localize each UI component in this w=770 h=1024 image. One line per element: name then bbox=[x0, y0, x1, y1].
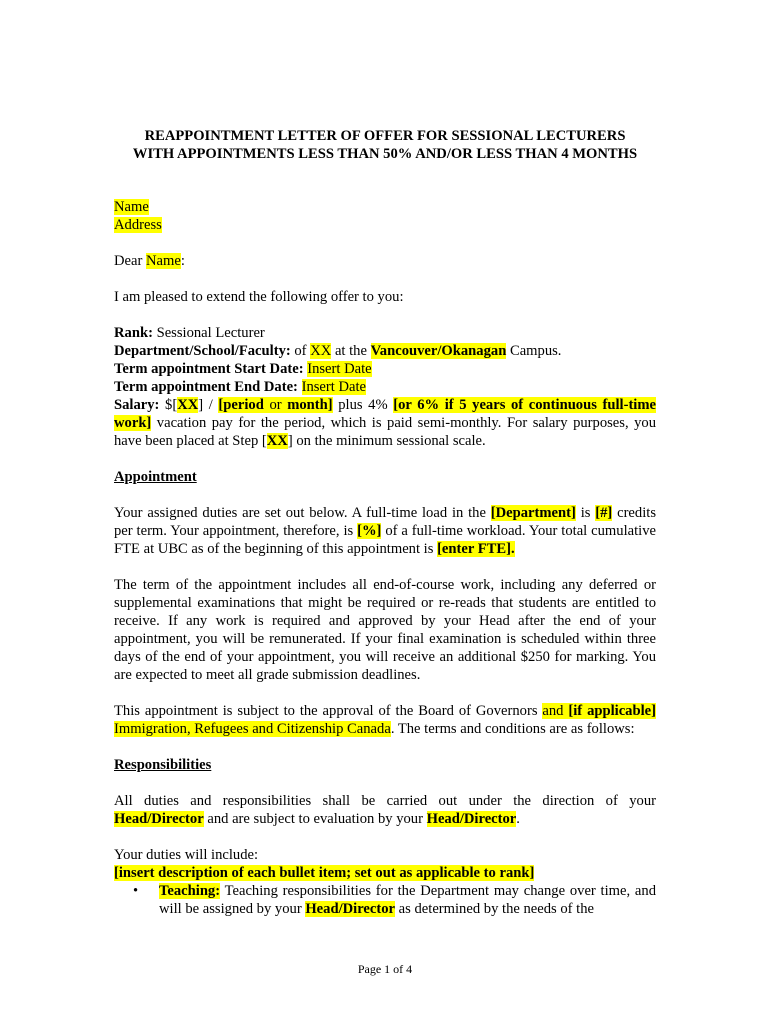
appointment-paragraph-2: The term of the appointment includes all end-of-course work, including any deferred or supplemental examinations that might be required or re-reads that students are entitled to receive. If any work is required and approved by your Head after the end of your appointment, you will be remunerated. If your final examination is scheduled within three days of the end of your appointment, you will receive an additional $250 for marking. You are expected to meet all grade submission deadlines. bbox=[114, 577, 656, 683]
start-date-line: Term appointment Start Date: Insert Date bbox=[114, 361, 372, 377]
end-date-line: Term appointment End Date: Insert Date bbox=[114, 379, 367, 395]
appointment-paragraph-3: This appointment is subject to the approval of the Board of Governors and [if applicable] Immigration, Refugees and Citizenship Canada. The terms and conditions are as follows: bbox=[114, 703, 656, 737]
end-date-field: Insert Date bbox=[301, 379, 367, 395]
teaching-label: Teaching: bbox=[159, 883, 221, 899]
start-date-field: Insert Date bbox=[307, 361, 372, 377]
responsibilities-paragraph: All duties and responsibilities shall be carried out under the direction of your Head/Director and are subject to evaluation by your Head/Director. bbox=[114, 793, 656, 827]
duties-list bbox=[114, 882, 656, 918]
recipient-address: Address bbox=[114, 217, 162, 233]
salary-paragraph: Salary: $[XX] / [period or month] plus 4% [or 6% if 5 years of continuous full-time work] vacation pay for the period, which is paid semi-monthly. For salary purposes, you have been placed at Step [XX] on the minimum sessional scale. bbox=[114, 397, 657, 449]
bullet-icon: • bbox=[133, 883, 139, 899]
intro-text: I am pleased to extend the following offer to you: bbox=[114, 289, 404, 305]
campus-field: Vancouver/Okanagan bbox=[370, 343, 507, 359]
recipient-name: Name bbox=[114, 199, 149, 215]
salutation-name: Name bbox=[146, 253, 181, 269]
page-number: Page 1 of 4 bbox=[357, 962, 413, 976]
salutation: Dear Name: bbox=[114, 253, 185, 269]
step-field: XX bbox=[266, 433, 288, 449]
title-line-2: WITH APPOINTMENTS LESS THAN 50% AND/OR LESS THAN 4 MONTHS bbox=[132, 146, 638, 162]
department-line: Department/School/Faculty: of XX at the Vancouver/Okanagan Campus. bbox=[114, 343, 562, 359]
appointment-paragraph-1: Your assigned duties are set out below. A full-time load in the [Department] is [#] credits per term. Your appointment, therefore, is [%] of a full-time workload. Your total cumulative FTE at UBC as of the beginning of this appointment is [enter FTE]. bbox=[114, 505, 656, 557]
salary-xx: XX bbox=[177, 397, 199, 413]
rank-line: Rank: Sessional Lecturer bbox=[114, 325, 265, 341]
duties-intro: Your duties will include: bbox=[114, 847, 259, 863]
vacation-pay-note: [or 6% if 5 years of continuous full-time work] bbox=[114, 397, 657, 431]
responsibilities-heading: Responsibilities bbox=[114, 757, 212, 773]
letter-body bbox=[114, 127, 656, 918]
recipient-block bbox=[114, 198, 656, 216]
appointment-heading: Appointment bbox=[114, 469, 197, 485]
title-line-1: REAPPOINTMENT LETTER OF OFFER FOR SESSIONAL LECTURERS bbox=[144, 128, 626, 144]
duties-instruction: [insert description of each bullet item; set out as applicable to rank] bbox=[114, 865, 535, 881]
department-xx: XX bbox=[310, 343, 332, 359]
list-item: • Teaching: Teaching responsibilities for the Department may change over time, and will be assigned by your Head/Director as determined by the needs of the bbox=[133, 883, 656, 917]
